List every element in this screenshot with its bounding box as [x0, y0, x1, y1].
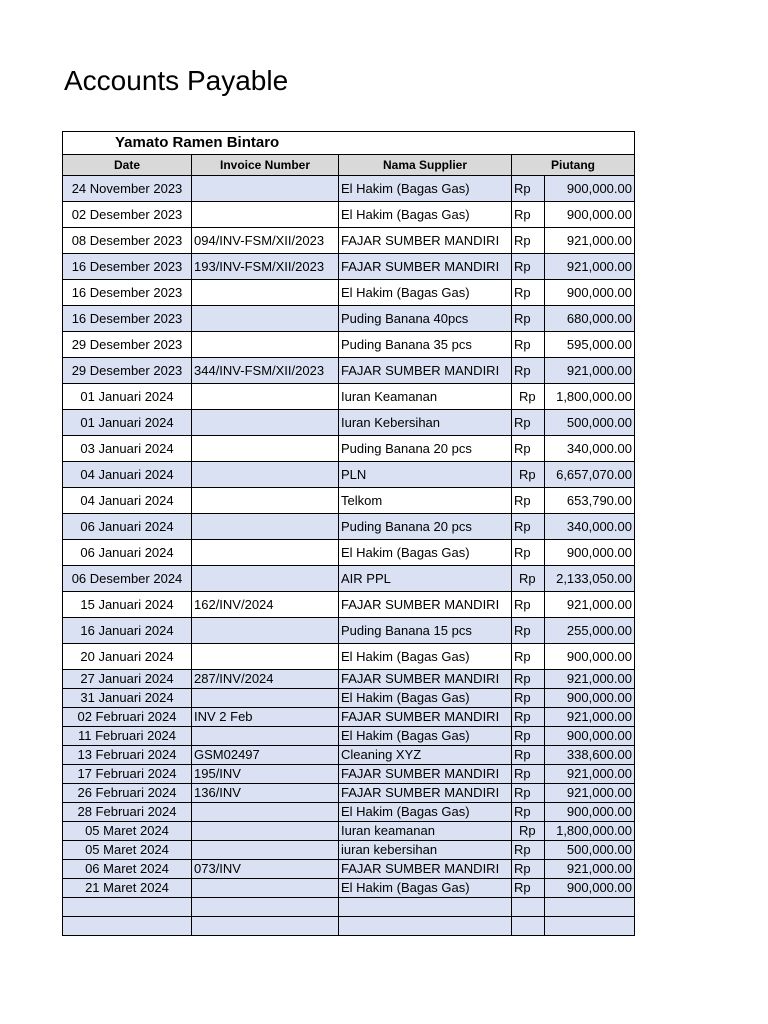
company-row — [63, 132, 635, 155]
supplier-cell: iuran kebersihan — [339, 841, 512, 860]
supplier-cell: Telkom — [339, 488, 512, 514]
amount-cell: 921,000.00 — [545, 708, 635, 727]
invoice-cell — [192, 540, 339, 566]
supplier-cell: El Hakim (Bagas Gas) — [339, 540, 512, 566]
date-cell: 27 Januari 2024 — [63, 670, 192, 689]
accounts-payable-table — [62, 131, 635, 936]
supplier-cell: PLN — [339, 462, 512, 488]
currency-cell: Rp — [512, 566, 545, 592]
date-cell: 06 Desember 2024 — [63, 566, 192, 592]
amount-cell — [545, 898, 635, 917]
amount-cell: 921,000.00 — [545, 254, 635, 280]
invoice-cell — [192, 514, 339, 540]
invoice-cell — [192, 280, 339, 306]
date-cell: 02 Februari 2024 — [63, 708, 192, 727]
amount-cell: 2,133,050.00 — [545, 566, 635, 592]
table-row — [63, 803, 635, 822]
date-cell: 01 Januari 2024 — [63, 384, 192, 410]
date-cell: 28 Februari 2024 — [63, 803, 192, 822]
amount-cell: 921,000.00 — [545, 784, 635, 803]
invoice-cell — [192, 618, 339, 644]
currency-cell: Rp — [512, 306, 545, 332]
amount-cell: 680,000.00 — [545, 306, 635, 332]
supplier-cell: El Hakim (Bagas Gas) — [339, 176, 512, 202]
invoice-cell — [192, 917, 339, 936]
table-row — [63, 765, 635, 784]
table-row — [63, 727, 635, 746]
table-row — [63, 746, 635, 765]
currency-cell: Rp — [512, 746, 545, 765]
supplier-cell: Cleaning XYZ — [339, 746, 512, 765]
date-cell: 16 Desember 2023 — [63, 306, 192, 332]
amount-cell: 921,000.00 — [545, 765, 635, 784]
invoice-number-header: Invoice Number — [192, 155, 339, 176]
invoice-cell — [192, 841, 339, 860]
currency-cell: Rp — [512, 540, 545, 566]
supplier-cell: Puding Banana 20 pcs — [339, 436, 512, 462]
supplier-cell: El Hakim (Bagas Gas) — [339, 689, 512, 708]
amount-cell: 1,800,000.00 — [545, 822, 635, 841]
table-row — [63, 436, 635, 462]
currency-cell: Rp — [512, 462, 545, 488]
invoice-cell — [192, 306, 339, 332]
table-row — [63, 879, 635, 898]
table-row — [63, 384, 635, 410]
date-cell: 26 Februari 2024 — [63, 784, 192, 803]
invoice-cell: 094/INV-FSM/XII/2023 — [192, 228, 339, 254]
currency-cell: Rp — [512, 514, 545, 540]
table-row — [63, 488, 635, 514]
currency-cell: Rp — [512, 280, 545, 306]
supplier-cell: Puding Banana 35 pcs — [339, 332, 512, 358]
supplier-cell: FAJAR SUMBER MANDIRI — [339, 254, 512, 280]
invoice-cell — [192, 384, 339, 410]
invoice-cell: 073/INV — [192, 860, 339, 879]
supplier-header: Nama Supplier — [339, 155, 512, 176]
invoice-cell: 136/INV — [192, 784, 339, 803]
currency-cell: Rp — [512, 841, 545, 860]
supplier-cell: El Hakim (Bagas Gas) — [339, 202, 512, 228]
company-name: Yamato Ramen Bintaro — [63, 132, 635, 155]
date-cell: 21 Maret 2024 — [63, 879, 192, 898]
table-row — [63, 228, 635, 254]
date-cell: 05 Maret 2024 — [63, 841, 192, 860]
date-cell: 04 Januari 2024 — [63, 462, 192, 488]
supplier-cell: El Hakim (Bagas Gas) — [339, 727, 512, 746]
supplier-cell: Iuran keamanan — [339, 822, 512, 841]
invoice-cell — [192, 436, 339, 462]
table-row — [63, 689, 635, 708]
table-row — [63, 670, 635, 689]
supplier-cell: FAJAR SUMBER MANDIRI — [339, 358, 512, 384]
invoice-cell — [192, 898, 339, 917]
date-cell: 06 Januari 2024 — [63, 540, 192, 566]
table-row — [63, 592, 635, 618]
date-cell: 16 Desember 2023 — [63, 254, 192, 280]
date-cell: 16 Januari 2024 — [63, 618, 192, 644]
supplier-cell: AIR PPL — [339, 566, 512, 592]
amount-cell: 900,000.00 — [545, 202, 635, 228]
amount-cell: 653,790.00 — [545, 488, 635, 514]
date-cell: 08 Desember 2023 — [63, 228, 192, 254]
currency-cell: Rp — [512, 822, 545, 841]
invoice-cell — [192, 176, 339, 202]
table-row — [63, 514, 635, 540]
date-cell: 29 Desember 2023 — [63, 358, 192, 384]
supplier-cell: El Hakim (Bagas Gas) — [339, 879, 512, 898]
supplier-cell: FAJAR SUMBER MANDIRI — [339, 708, 512, 727]
currency-cell: Rp — [512, 727, 545, 746]
supplier-cell: El Hakim (Bagas Gas) — [339, 644, 512, 670]
date-cell: 11 Februari 2024 — [63, 727, 192, 746]
table-row — [63, 917, 635, 936]
invoice-cell: INV 2 Feb — [192, 708, 339, 727]
table-row — [63, 898, 635, 917]
supplier-cell: Iuran Kebersihan — [339, 410, 512, 436]
date-cell: 17 Februari 2024 — [63, 765, 192, 784]
table-row — [63, 280, 635, 306]
table-row — [63, 822, 635, 841]
supplier-cell: Puding Banana 20 pcs — [339, 514, 512, 540]
currency-cell: Rp — [512, 332, 545, 358]
supplier-cell: FAJAR SUMBER MANDIRI — [339, 228, 512, 254]
table-row — [63, 841, 635, 860]
currency-cell: Rp — [512, 803, 545, 822]
date-cell: 20 Januari 2024 — [63, 644, 192, 670]
date-cell: 06 Januari 2024 — [63, 514, 192, 540]
amount-cell: 900,000.00 — [545, 176, 635, 202]
amount-cell: 900,000.00 — [545, 280, 635, 306]
date-cell: 24 November 2023 — [63, 176, 192, 202]
currency-cell: Rp — [512, 228, 545, 254]
currency-cell: Rp — [512, 784, 545, 803]
amount-cell: 900,000.00 — [545, 879, 635, 898]
invoice-cell: 287/INV/2024 — [192, 670, 339, 689]
amount-cell: 921,000.00 — [545, 358, 635, 384]
invoice-cell — [192, 332, 339, 358]
invoice-cell: GSM02497 — [192, 746, 339, 765]
table-row — [63, 784, 635, 803]
supplier-cell: FAJAR SUMBER MANDIRI — [339, 765, 512, 784]
table-row — [63, 202, 635, 228]
date-cell: 16 Desember 2023 — [63, 280, 192, 306]
table-row — [63, 358, 635, 384]
page-title: Accounts Payable — [64, 65, 289, 96]
amount-cell: 900,000.00 — [545, 689, 635, 708]
invoice-cell — [192, 644, 339, 670]
table-row — [63, 618, 635, 644]
invoice-cell — [192, 462, 339, 488]
date-cell: 06 Maret 2024 — [63, 860, 192, 879]
invoice-cell: 195/INV — [192, 765, 339, 784]
supplier-cell: Iuran Keamanan — [339, 384, 512, 410]
amount-cell: 500,000.00 — [545, 410, 635, 436]
supplier-cell: FAJAR SUMBER MANDIRI — [339, 670, 512, 689]
date-header: Date — [63, 155, 192, 176]
supplier-cell — [339, 898, 512, 917]
invoice-cell — [192, 879, 339, 898]
header-row — [63, 155, 635, 176]
invoice-cell — [192, 410, 339, 436]
currency-cell: Rp — [512, 384, 545, 410]
currency-cell: Rp — [512, 618, 545, 644]
amount-cell: 900,000.00 — [545, 540, 635, 566]
date-cell: 03 Januari 2024 — [63, 436, 192, 462]
currency-cell: Rp — [512, 202, 545, 228]
supplier-cell: Puding Banana 40pcs — [339, 306, 512, 332]
table-row — [63, 462, 635, 488]
invoice-cell — [192, 566, 339, 592]
amount-cell: 595,000.00 — [545, 332, 635, 358]
currency-cell: Rp — [512, 488, 545, 514]
currency-cell — [512, 898, 545, 917]
date-cell — [63, 917, 192, 936]
supplier-cell: FAJAR SUMBER MANDIRI — [339, 784, 512, 803]
date-cell: 02 Desember 2023 — [63, 202, 192, 228]
amount-cell: 255,000.00 — [545, 618, 635, 644]
table-row — [63, 860, 635, 879]
date-cell — [63, 898, 192, 917]
amount-cell: 921,000.00 — [545, 592, 635, 618]
amount-cell: 900,000.00 — [545, 644, 635, 670]
currency-cell: Rp — [512, 689, 545, 708]
currency-cell: Rp — [512, 708, 545, 727]
supplier-cell: Puding Banana 15 pcs — [339, 618, 512, 644]
amount-cell: 921,000.00 — [545, 228, 635, 254]
date-cell: 04 Januari 2024 — [63, 488, 192, 514]
amount-cell: 6,657,070.00 — [545, 462, 635, 488]
piutang-header: Piutang — [512, 155, 635, 176]
currency-cell: Rp — [512, 879, 545, 898]
supplier-cell: FAJAR SUMBER MANDIRI — [339, 592, 512, 618]
date-cell: 15 Januari 2024 — [63, 592, 192, 618]
invoice-cell — [192, 689, 339, 708]
supplier-cell: El Hakim (Bagas Gas) — [339, 280, 512, 306]
currency-cell: Rp — [512, 644, 545, 670]
table-row — [63, 566, 635, 592]
amount-cell — [545, 917, 635, 936]
currency-cell: Rp — [512, 436, 545, 462]
date-cell: 13 Februari 2024 — [63, 746, 192, 765]
table-row — [63, 540, 635, 566]
date-cell: 05 Maret 2024 — [63, 822, 192, 841]
currency-cell: Rp — [512, 592, 545, 618]
date-cell: 31 Januari 2024 — [63, 689, 192, 708]
currency-cell: Rp — [512, 860, 545, 879]
amount-cell: 1,800,000.00 — [545, 384, 635, 410]
amount-cell: 921,000.00 — [545, 860, 635, 879]
invoice-cell: 193/INV-FSM/XII/2023 — [192, 254, 339, 280]
invoice-cell — [192, 822, 339, 841]
date-cell: 01 Januari 2024 — [63, 410, 192, 436]
currency-cell: Rp — [512, 410, 545, 436]
amount-cell: 921,000.00 — [545, 670, 635, 689]
supplier-cell — [339, 917, 512, 936]
table-row — [63, 176, 635, 202]
amount-cell: 500,000.00 — [545, 841, 635, 860]
amount-cell: 340,000.00 — [545, 436, 635, 462]
table-row — [63, 306, 635, 332]
invoice-cell: 162/INV/2024 — [192, 592, 339, 618]
currency-cell: Rp — [512, 358, 545, 384]
amount-cell: 340,000.00 — [545, 514, 635, 540]
currency-cell: Rp — [512, 765, 545, 784]
supplier-cell: FAJAR SUMBER MANDIRI — [339, 860, 512, 879]
amount-cell: 900,000.00 — [545, 803, 635, 822]
table-row — [63, 708, 635, 727]
table-row — [63, 410, 635, 436]
currency-cell: Rp — [512, 254, 545, 280]
date-cell: 29 Desember 2023 — [63, 332, 192, 358]
invoice-cell — [192, 803, 339, 822]
table-row — [63, 332, 635, 358]
table-row — [63, 644, 635, 670]
table-row — [63, 254, 635, 280]
currency-cell — [512, 917, 545, 936]
invoice-cell — [192, 727, 339, 746]
invoice-cell: 344/INV-FSM/XII/2023 — [192, 358, 339, 384]
currency-cell: Rp — [512, 670, 545, 689]
invoice-cell — [192, 488, 339, 514]
invoice-cell — [192, 202, 339, 228]
amount-cell: 900,000.00 — [545, 727, 635, 746]
amount-cell: 338,600.00 — [545, 746, 635, 765]
currency-cell: Rp — [512, 176, 545, 202]
supplier-cell: El Hakim (Bagas Gas) — [339, 803, 512, 822]
